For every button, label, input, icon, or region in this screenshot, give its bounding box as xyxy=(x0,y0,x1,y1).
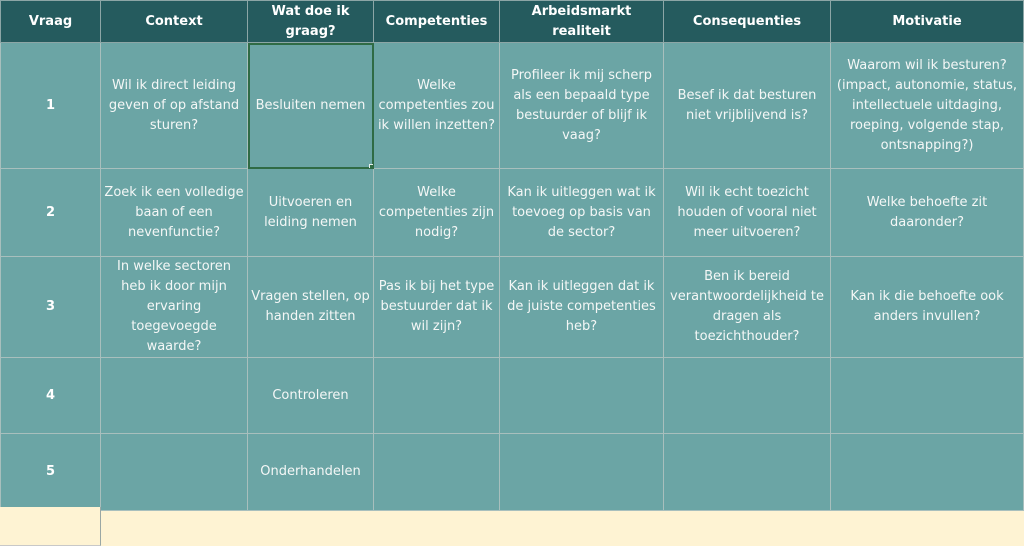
cell-consequenties[interactable] xyxy=(664,358,831,434)
table-row xyxy=(1,257,1024,358)
table-row xyxy=(1,169,1024,257)
cell-context[interactable]: Zoek ik een volledige baan of een nevenfunctie? xyxy=(101,169,248,257)
header-wat-doe-ik-graag[interactable]: Wat doe ik graag? xyxy=(248,1,374,43)
cell-arbeidsmarkt[interactable] xyxy=(500,434,664,511)
cell-motivatie[interactable] xyxy=(831,434,1024,511)
cell-motivatie[interactable]: Waarom wil ik besturen? (impact, autonomie, status, intellectuele uitdaging, roeping, volgende stap, ontsnapping?) xyxy=(831,43,1024,169)
cell-arbeidsmarkt[interactable]: Kan ik uitleggen dat ik de juiste competenties heb? xyxy=(500,257,664,358)
cell-motivatie[interactable]: Kan ik die behoefte ook anders invullen? xyxy=(831,257,1024,358)
cell-graag[interactable]: Onderhandelen xyxy=(248,434,374,511)
cell-consequenties[interactable]: Besef ik dat besturen niet vrijblijvend is? xyxy=(664,43,831,169)
cell-arbeidsmarkt[interactable] xyxy=(500,358,664,434)
header-context[interactable]: Context xyxy=(101,1,248,43)
cell-vraag[interactable]: 1 xyxy=(1,43,101,169)
cell-competenties[interactable]: Welke competenties zijn nodig? xyxy=(374,169,500,257)
table-row xyxy=(1,434,1024,511)
cell-competenties[interactable] xyxy=(374,358,500,434)
cell-vraag[interactable]: 3 xyxy=(1,257,101,358)
header-motivatie[interactable]: Motivatie xyxy=(831,1,1024,43)
cell-vraag[interactable]: 2 xyxy=(1,169,101,257)
cell-arbeidsmarkt[interactable]: Profileer ik mij scherp als een bepaald type bestuurder of blijf ik vaag? xyxy=(500,43,664,169)
cell-graag[interactable]: Controleren xyxy=(248,358,374,434)
header-vraag[interactable]: Vraag xyxy=(1,1,101,43)
cell-competenties[interactable]: Welke competenties zou ik willen inzetten? xyxy=(374,43,500,169)
cell-consequenties[interactable]: Wil ik echt toezicht houden of vooral niet meer uitvoeren? xyxy=(664,169,831,257)
cell-context[interactable] xyxy=(101,358,248,434)
cell-graag[interactable]: Vragen stellen, op handen zitten xyxy=(248,257,374,358)
cell-context[interactable] xyxy=(101,434,248,511)
table-row xyxy=(1,358,1024,434)
header-row xyxy=(1,1,1024,43)
cell-competenties[interactable] xyxy=(374,434,500,511)
header-arbeidsmarkt-realiteit[interactable]: Arbeidsmarkt realiteit xyxy=(500,1,664,43)
cell-competenties[interactable]: Pas ik bij het type bestuurder dat ik wil zijn? xyxy=(374,257,500,358)
empty-cell-below-table[interactable] xyxy=(0,507,101,546)
header-consequenties[interactable]: Consequenties xyxy=(664,1,831,43)
cell-vraag[interactable]: 5 xyxy=(1,434,101,511)
cell-motivatie[interactable]: Welke behoefte zit daaronder? xyxy=(831,169,1024,257)
cell-context[interactable]: Wil ik direct leiding geven of op afstand sturen? xyxy=(101,43,248,169)
header-competenties[interactable]: Competenties xyxy=(374,1,500,43)
cell-consequenties[interactable]: Ben ik bereid verantwoordelijkheid te dragen als toezichthouder? xyxy=(664,257,831,358)
cell-context[interactable]: In welke sectoren heb ik door mijn ervaring toegevoegde waarde? xyxy=(101,257,248,358)
cell-graag-selected[interactable]: Besluiten nemen xyxy=(248,43,374,169)
cell-arbeidsmarkt[interactable]: Kan ik uitleggen wat ik toevoeg op basis van de sector? xyxy=(500,169,664,257)
cell-graag[interactable]: Uitvoeren en leiding nemen xyxy=(248,169,374,257)
cell-consequenties[interactable] xyxy=(664,434,831,511)
cell-motivatie[interactable] xyxy=(831,358,1024,434)
cell-vraag[interactable]: 4 xyxy=(1,358,101,434)
table-row xyxy=(1,43,1024,169)
